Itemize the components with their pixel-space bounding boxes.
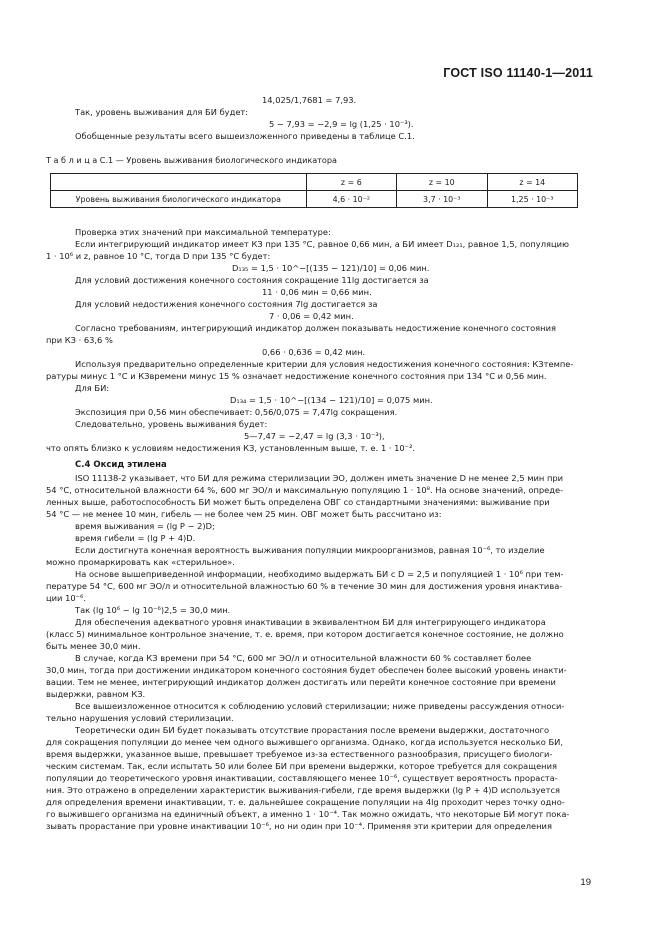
paragraph-line: Экспозиция при 0,56 мин обеспечивает: 0,56/0,075 = 7,47lg сокращения. bbox=[75, 407, 398, 417]
table-header-cell bbox=[51, 174, 307, 191]
paragraph-line: Проверка этих значений при максимальной температуре: bbox=[75, 227, 331, 237]
paragraph-line: для сокращения популяции до менее чем одного выжившего организма. Однако, когда используется несколько БИ, bbox=[46, 737, 563, 747]
table-header-row bbox=[51, 174, 578, 191]
document-header: ГОСТ ISO 11140-1—2011 bbox=[443, 66, 593, 80]
table-row bbox=[51, 191, 578, 208]
paragraph-line: ния. Это отражено в определении характеристик выживания-гибели, где время выдержки (lg P + 4)D используется bbox=[46, 785, 561, 795]
paragraph-line: (класс 5) минимальное контрольное значение, т. е. время, при котором достигается конечное состояние, не должно bbox=[46, 629, 564, 639]
paragraph-line: время выдержки, указанное выше, превышает требуемое из-за естественного разнообразия, присущего биологи- bbox=[46, 749, 553, 759]
paragraph-line: Обобщенные результаты всего вышеизложенного приведены в таблице С.1. bbox=[75, 131, 415, 141]
paragraph-line: Следовательно, уровень выживания будет: bbox=[75, 419, 268, 429]
paragraph-line: ческим системам. Так, если испытать 50 или более БИ при времени выдержки, которое требуется для сокращения bbox=[46, 761, 557, 771]
equation: 0,66 · 0,636 = 0,42 мин. bbox=[262, 347, 366, 357]
paragraph-line: Для условий недостижения конечного состояния 7lg достигается за bbox=[75, 299, 378, 309]
paragraph-line: пературе 54 °С, 600 мг ЭО/л и относительной влажностью 60 % в течение 30 мин для достижения уровня инактива- bbox=[46, 581, 563, 591]
paragraph-line: го выжившего организма на единичный объект, а именно 1 · 10⁻⁴. Так можно ожидать, что некоторые БИ могут пока- bbox=[46, 809, 570, 819]
equation: 11 · 0,06 мин = 0,66 мин. bbox=[262, 287, 372, 297]
paragraph-line: что опять близко к условиям недостижения КЗ, установленным выше, т. е. 1 · 10⁻². bbox=[46, 443, 416, 453]
paragraph-line: 54 °С, относительной влажности 64 %, 600 мг ЭО/л и максимальную популяцию 1 · 10⁸. На основе значений, опреде- bbox=[46, 485, 564, 495]
paragraph-line: можно промаркировать как «стерильное». bbox=[46, 557, 235, 567]
paragraph-line: Для условий достижения конечного состояния сокращение 11lg достигается за bbox=[75, 275, 429, 285]
paragraph-line: ратуры минус 1 °С и КЗвремени минус 15 % означает недостижение конечного состояния при 134 °С и 0,56 мин. bbox=[46, 371, 547, 381]
paragraph-line: 54 °С — не менее 10 мин, гибель — не более чем 25 мин. ОВГ может быть рассчитано из: bbox=[46, 509, 442, 519]
equation: 5 − 7,93 = −2,9 = lg (1,25 · 10⁻³). bbox=[269, 119, 414, 129]
paragraph-line: Так (lg 10⁶ − lg 10⁻⁶)2,5 = 30,0 мин. bbox=[75, 605, 231, 615]
paragraph-line: популяции до теоретического уровня инактивации, составляющего менее 10⁻⁶, существует вероятность прораста- bbox=[46, 773, 558, 783]
paragraph-line: Используя предварительно определенные критерии для условия недостижения конечного состояния: КЗтемпе- bbox=[75, 359, 574, 369]
paragraph-line: ленных выше, работоспособность БИ может быть определена ОВГ со стандартными значениями: выживание при bbox=[46, 497, 550, 507]
paragraph-line: В случае, когда КЗ времени при 54 °С, 600 мг ЭО/л и относительной влажности 60 % составляет более bbox=[75, 653, 532, 663]
paragraph-line: для определения времени инактивации, т. е. дальнейшее сокращение популяции на 4lg проходит через точку одно- bbox=[46, 797, 565, 807]
paragraph-line: быть менее 30,0 мин. bbox=[46, 641, 141, 651]
equation: 14,025/1,7681 = 7,93. bbox=[262, 95, 357, 105]
paragraph-line: вации. Тем не менее, интегрирующий индикатор должен достигать или перейти конечное состояние при времени bbox=[46, 677, 556, 687]
paragraph-line: Согласно требованиям, интегрирующий индикатор должен показывать недостижение конечного состояния bbox=[75, 323, 556, 333]
paragraph-line: Для обеспечения адекватного уровня инактивации в эквивалентном БИ для интегрирующего индикатора bbox=[75, 617, 546, 627]
paragraph-line: зывать прорастание при уровне инактивации 10⁻⁶, но ни один при 10⁻⁴. Применяя эти критерии для определения bbox=[46, 821, 552, 831]
paragraph-line: 1 · 10⁶ и z, равное 10 °С, тогда D при 135 °С будет: bbox=[46, 251, 271, 261]
paragraph-line: 30,0 мин, тогда при достижении индикатором конечного состояния будет обеспечен более высокий уровень инакти- bbox=[46, 665, 567, 675]
paragraph-line: ции 10⁻⁶. bbox=[46, 593, 86, 603]
equation: 7 · 0,06 = 0,42 мин. bbox=[269, 311, 354, 321]
paragraph-line: при КЗ · 63,6 % bbox=[46, 335, 113, 345]
paragraph-line: Все вышеизложенное относится к соблюдению условий стерилизации; ниже приведены рассуждения относи- bbox=[75, 701, 565, 711]
paragraph-line: ISO 11138-2 указывает, что БИ для режима стерилизации ЭО, должен иметь значение D не менее 2,5 мин при bbox=[75, 473, 564, 483]
equation: D₁₃₄ = 1,5 · 10^−[(134 − 121)/10] = 0,075 мин. bbox=[230, 395, 433, 405]
paragraph-line: время гибели = (lg P + 4)D. bbox=[75, 533, 196, 543]
paragraph-line: время выживания = (lg P − 2)D; bbox=[75, 521, 215, 531]
table-cell: 3,7 · 10⁻³ bbox=[397, 191, 487, 208]
paragraph-line: выдержки, равном КЗ. bbox=[46, 689, 146, 699]
table-row-label: Уровень выживания биологического индикатора bbox=[51, 191, 307, 208]
table-header-cell: z = 14 bbox=[487, 174, 578, 191]
page-number: 19 bbox=[580, 877, 591, 888]
equation: D₁₃₅ = 1,5 · 10^−[(135 − 121)/10] = 0,06 мин. bbox=[232, 263, 430, 273]
paragraph-line: Теоретически один БИ будет показывать отсутствие прорастания после времени выдержки, достаточного bbox=[75, 725, 550, 735]
table-cell: 1,25 · 10⁻³ bbox=[487, 191, 578, 208]
equation: 5—7,47 = −2,47 = lg (3,3 · 10⁻³), bbox=[244, 431, 385, 441]
paragraph-line: На основе вышеприведенной информации, необходимо выдержать БИ с D = 2,5 и популяцией 1 · 10⁶ при тем- bbox=[75, 569, 564, 579]
paragraph-line: Если интегрирующий индикатор имеет КЗ при 135 °С, равное 0,66 мин, а БИ имеет D₁₂₁, равное 1,5, популяцию bbox=[75, 239, 570, 249]
paragraph-line: Так, уровень выживания для БИ будет: bbox=[75, 107, 249, 117]
survival-table bbox=[50, 173, 578, 208]
paragraph-line: тельно нарушения условий стерилизации. bbox=[46, 713, 234, 723]
table-cell: 4,6 · 10⁻² bbox=[306, 191, 396, 208]
paragraph-line: Если достигнута конечная вероятность выживания популяции микроорганизмов, равная 10⁻⁶, то изделие bbox=[75, 545, 545, 555]
paragraph-line: Для БИ: bbox=[75, 383, 110, 393]
section-title: С.4 Оксид этилена bbox=[75, 460, 167, 470]
table-header-cell: z = 10 bbox=[397, 174, 487, 191]
table-header-cell: z = 6 bbox=[306, 174, 396, 191]
table-caption: Т а б л и ц а С.1 — Уровень выживания биологического индикатора bbox=[46, 155, 337, 165]
